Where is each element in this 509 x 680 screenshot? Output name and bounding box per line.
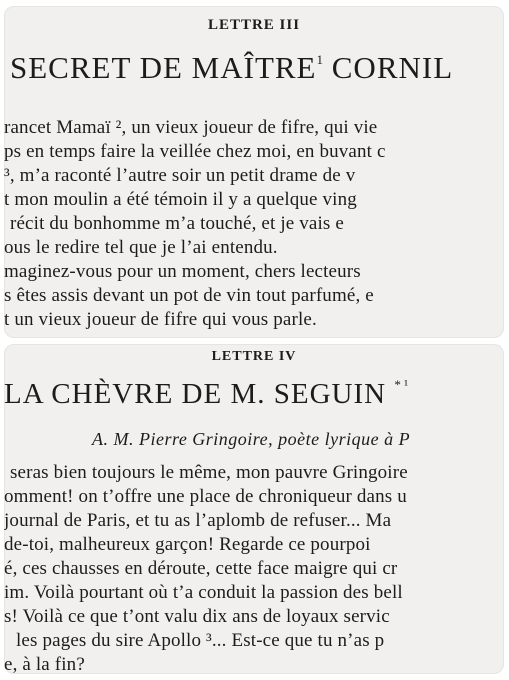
body-line-9: t un vieux joueur de fifre qui vous parle. — [4, 309, 317, 330]
letter-iii-heading: LETTRE III — [207, 17, 301, 33]
title-main-text: SECRET DE MAÎTRE — [10, 50, 317, 85]
title-main-text: LA CHÈVRE DE M. SEGUIN — [4, 378, 387, 410]
title-end-text: CORNIL — [323, 50, 454, 85]
body-line-1: rancet Mamaï ², un vieux joueur de fifre, qui vie — [4, 117, 378, 138]
body-line-1: seras bien toujours le même, mon pauvre Gringoire — [10, 462, 408, 483]
body-line-4: de-toi, malheureux garçon! Regarde ce pourpoi — [4, 534, 371, 555]
body-line-8: s êtes assis devant un pot de vin tout parfumé, e — [4, 285, 374, 306]
body-line-3: journal de Paris, et tu as l’aplomb de refuser... Ma — [4, 510, 392, 531]
letter-iii-title — [10, 50, 453, 86]
dedication-line: A. M. Pierre Gringoire, poète lyrique à P — [92, 429, 411, 449]
body-line-3: ³, m’a raconté l’autre soir un petit drame de v — [4, 165, 356, 186]
title-footnote-mark: * ¹ — [394, 377, 408, 392]
body-line-6: ous le redire tel que je l’ai entendu. — [4, 237, 278, 258]
body-line-7: maginez-vous pour un moment, chers lecteurs — [4, 261, 361, 282]
bottom-page-panel — [4, 344, 504, 674]
top-page-panel — [4, 6, 504, 338]
title-footnote-mark: 1 — [316, 52, 323, 67]
body-line-7: s! Voilà ce que t’ont valu dix ans de loyaux servic — [4, 606, 390, 627]
body-line-4: t mon moulin a été témoin il y a quelque ving — [4, 189, 357, 210]
letter-iv-title — [4, 377, 408, 411]
body-line-2: ps en temps faire la veillée chez moi, en buvant c — [4, 141, 386, 162]
body-line-5: é, ces chausses en déroute, cette face maigre qui cr — [4, 558, 398, 579]
body-line-2: omment! on t’offre une place de chroniqueur dans u — [4, 486, 407, 507]
body-line-5: récit du bonhomme m’a touché, et je vais e — [10, 213, 344, 234]
body-line-9: e, à la fin? — [4, 654, 85, 674]
body-line-6: im. Voilà pourtant où t’a conduit la passion des bell — [4, 582, 403, 603]
body-line-8: les pages du sire Apollo ³... Est-ce que tu n’as p — [16, 630, 385, 651]
letter-iv-heading: LETTRE IV — [211, 349, 297, 364]
